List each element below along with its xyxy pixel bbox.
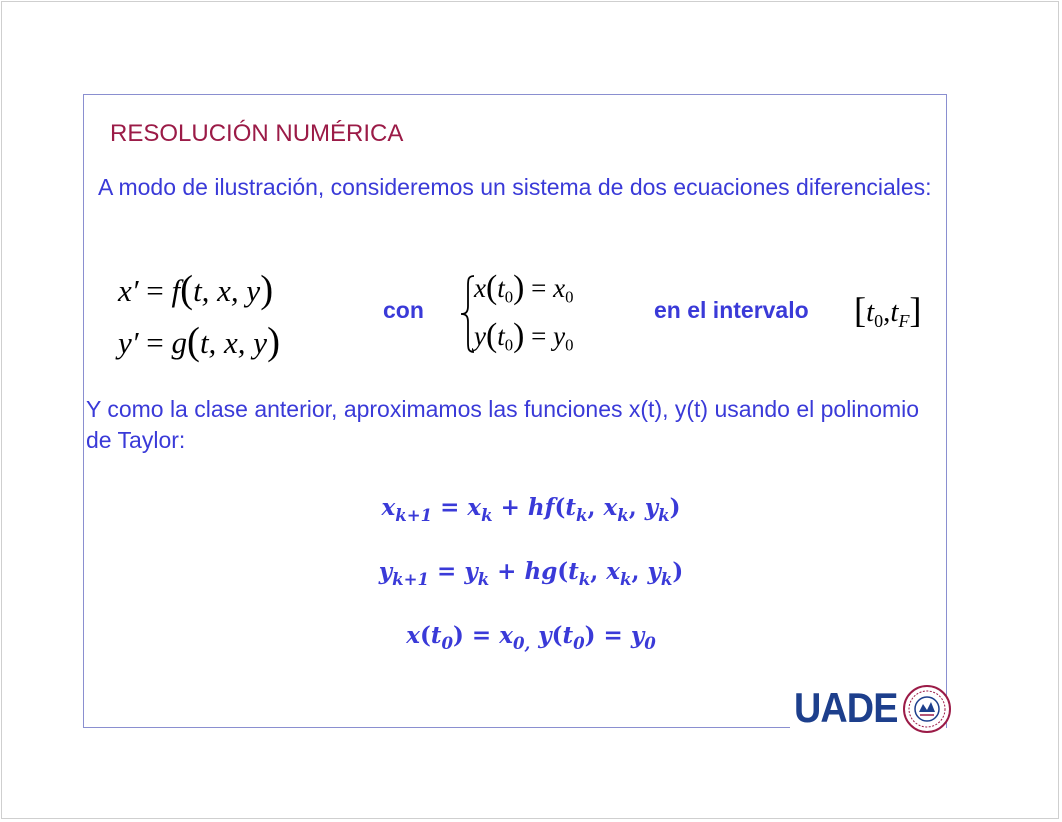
ic2-t: t — [497, 321, 505, 351]
eq1-equals: = — [146, 273, 164, 308]
t3-t1: t — [430, 622, 442, 649]
t3-t1-sub: 0 — [441, 632, 454, 653]
eq1-function: f — [171, 273, 181, 308]
eq1-lhs: x′ — [118, 273, 139, 308]
t2-var-sub: k — [477, 568, 490, 589]
t1-arg-x-sub: k — [617, 504, 629, 525]
t2-var: y — [464, 558, 478, 585]
t2-arg-y-sub: k — [660, 568, 673, 589]
t2-arg-t: t — [568, 558, 579, 585]
t2-lhs-sub: k+1 — [392, 568, 429, 589]
t1-var-sub: k — [481, 504, 493, 525]
interval-start: t — [866, 296, 875, 328]
interval-end-sub: F — [898, 310, 910, 331]
uade-logo — [790, 680, 955, 734]
ic2-t-sub: 0 — [504, 335, 514, 355]
t2-lhs: y — [378, 558, 393, 585]
t3-y0: y — [630, 622, 645, 649]
ic1-rhs: x — [553, 273, 566, 303]
t1-var: x — [467, 494, 482, 521]
ic1-rhs-sub: 0 — [565, 287, 574, 307]
t3-y0-sub: 0 — [644, 632, 656, 653]
equation-y-prime: y′ = g(t, x, y) — [118, 320, 280, 364]
t3-x0: x — [499, 622, 513, 649]
intro-paragraph: A modo de ilustración, consideremos un sistema de dos ecuaciones diferenciales: — [98, 174, 932, 200]
t2-arg-x-sub: k — [620, 568, 632, 589]
ic2-rhs: y — [553, 321, 566, 351]
initial-condition-x: $x(t_0) = x_0$ — [474, 269, 574, 307]
equation-x-prime: x′ = f(t, x, y) — [118, 268, 274, 312]
eq2-function: g — [171, 325, 188, 360]
eq2-lhs: y′ — [118, 325, 139, 360]
con-label: con — [383, 297, 424, 323]
slide-title: RESOLUCIÓN NUMÉRICA — [110, 120, 404, 147]
eq2-equals: = — [146, 325, 164, 360]
slide-frame-bottom-line — [83, 727, 790, 728]
t2-arg-y: y — [647, 558, 661, 585]
t1-arg-x: x — [603, 494, 618, 521]
t3-t2: t — [562, 622, 574, 649]
t2-arg-t-sub: k — [578, 568, 591, 589]
taylor-formula-y: $y_{k+1} = y_k + hg(t_k$, $x_k$, $y_k$) — [378, 558, 684, 589]
ic1-equals: = — [531, 273, 547, 303]
t3-y: y — [538, 622, 552, 649]
t1-arg-y: y — [644, 494, 659, 521]
eq2-args: t, x, y — [199, 325, 268, 360]
interval-label: en el intervalo — [654, 297, 809, 323]
taylor-initial-conditions: $x(t_0) = x_{0,}$ $y(t_0) = y_0$ — [406, 622, 656, 653]
interval-expression: $[t_0,tF]$ — [854, 290, 922, 331]
uade-seal-icon — [902, 684, 952, 734]
t1-step: hf — [527, 494, 555, 521]
initial-condition-y: $y(t_0) = y_0$ — [474, 317, 574, 355]
t1-arg-t-sub: k — [576, 504, 588, 525]
eq1-args: t, x, y — [193, 273, 261, 308]
ic1-t: t — [497, 273, 505, 303]
t1-arg-t: t — [565, 494, 577, 521]
ic2-var: y — [474, 321, 486, 351]
ic2-equals: = — [531, 321, 547, 351]
t1-lhs-sub: k+1 — [395, 504, 433, 525]
t2-arg-x: x — [606, 558, 620, 585]
uade-logo-text: UADE — [794, 684, 898, 731]
interval-start-sub: 0 — [874, 310, 884, 331]
ic1-t-sub: 0 — [504, 287, 514, 307]
t1-lhs: x — [381, 494, 396, 521]
taylor-paragraph: Y como la clase anterior, aproximamos las funciones x(t), y(t) usando el polinomio de Taylor: — [86, 396, 920, 453]
ic2-rhs-sub: 0 — [565, 335, 574, 355]
t2-step: hg — [524, 558, 558, 585]
t1-arg-y-sub: k — [658, 504, 670, 525]
t3-x: x — [406, 622, 420, 649]
ic1-var: x — [474, 273, 486, 303]
interval-end: t — [890, 296, 899, 328]
taylor-formula-x: $x_{k+1} = x_k + hf(t_k$, $x_k$, $y_k$) — [381, 494, 681, 525]
t3-x0-sub: 0 — [512, 632, 525, 653]
t3-t2-sub: 0 — [573, 632, 585, 653]
